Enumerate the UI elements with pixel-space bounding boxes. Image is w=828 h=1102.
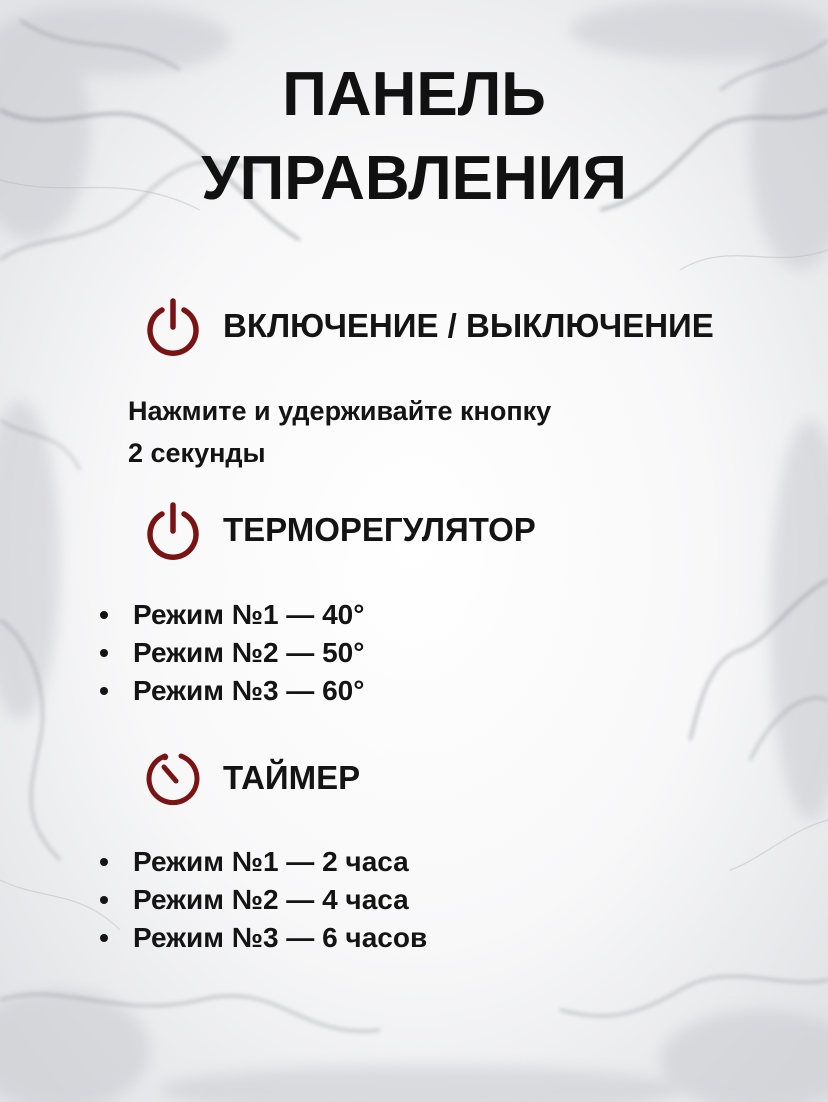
- timer-mode-label: Режим №1 — 2 часа: [133, 846, 409, 877]
- power-icon: [143, 500, 203, 560]
- thermostat-mode-label: Режим №2 — 50°: [133, 637, 365, 668]
- timer-icon: [143, 748, 203, 808]
- timer-mode-label: Режим №3 — 6 часов: [133, 922, 428, 953]
- timer-section-heading: ТАЙМЕР: [223, 759, 361, 796]
- thermostat-section-heading: ТЕРМОРЕГУЛЯТОР: [223, 511, 536, 548]
- bullet: [100, 649, 108, 657]
- timer-mode-label: Режим №2 — 4 часа: [133, 884, 409, 915]
- power-description-line2: 2 секунды: [128, 438, 266, 468]
- thermostat-mode-label: Режим №3 — 60°: [133, 675, 365, 706]
- bullet: [100, 858, 108, 866]
- timer-section-header: [143, 748, 360, 808]
- power-description-line1: Нажмите и удерживайте кнопку: [128, 396, 552, 426]
- thermostat-mode-label: Режим №1 — 40°: [133, 599, 365, 630]
- bullet: [100, 934, 108, 942]
- power-icon: [143, 296, 203, 356]
- page-title-line2: УПРАВЛЕНИЯ: [201, 144, 627, 213]
- bullet: [100, 687, 108, 695]
- page-title-line1: ПАНЕЛЬ: [282, 60, 546, 129]
- bullet: [100, 611, 108, 619]
- power-section-header: [143, 296, 714, 356]
- bullet: [100, 896, 108, 904]
- thermostat-section-header: [143, 500, 536, 560]
- power-section-heading: ВКЛЮЧЕНИЕ / ВЫКЛЮЧЕНИЕ: [223, 307, 714, 344]
